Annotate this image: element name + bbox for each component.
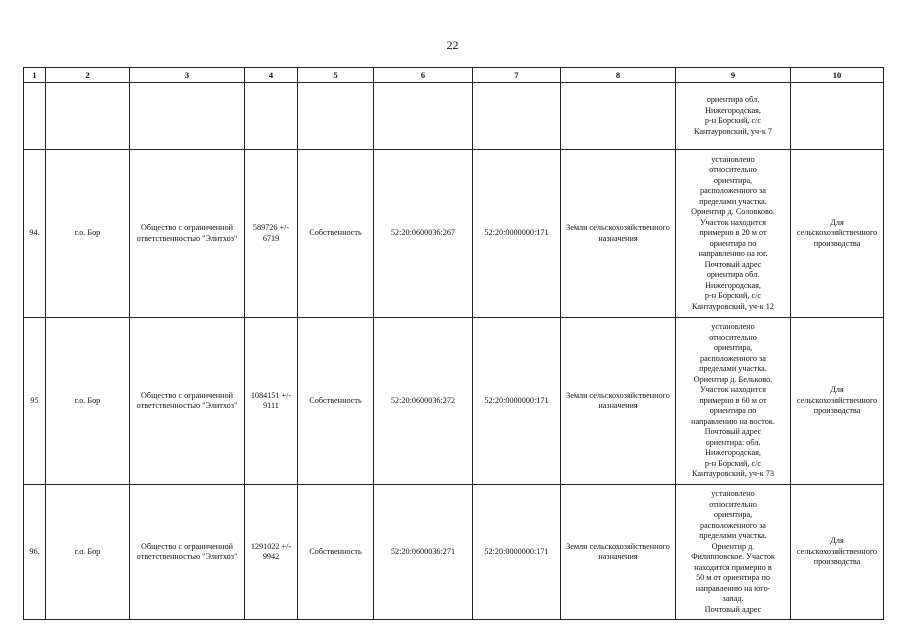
col-header-1: 1 bbox=[24, 68, 46, 83]
municipality-cell: г.о. Бор bbox=[46, 485, 130, 620]
cadastral-number-cell: 52:20:0600036:272 bbox=[374, 318, 473, 485]
area-cell: 1084151 +/- 9111 bbox=[245, 318, 298, 485]
permitted-use-cell: Для сельскохозяйственного производства bbox=[791, 485, 884, 620]
location-line: ориентира, bbox=[713, 175, 753, 185]
location-line: ориентира по bbox=[709, 238, 757, 248]
right-type-cell: Собственность bbox=[298, 318, 374, 485]
location-line: Участок находится bbox=[699, 385, 767, 395]
location-line: установлено bbox=[711, 489, 755, 498]
land-category-cell: Земли сельскохозяйственного назначения bbox=[561, 150, 676, 318]
location-line: р-н Борский, с/с bbox=[704, 291, 762, 301]
col-header-5: 5 bbox=[298, 68, 374, 83]
location-line: ориентира обл. bbox=[706, 270, 760, 280]
location-line: Почтовый адрес bbox=[704, 427, 762, 437]
page-number: 22 bbox=[446, 38, 459, 52]
location-line: запад. bbox=[722, 594, 744, 603]
cadastral-number-cell: 52:20:0600036:271 bbox=[374, 485, 473, 620]
cadastral-number-cell: 52:20:0600036:267 bbox=[374, 150, 473, 318]
location-line: расположенного за bbox=[700, 520, 766, 530]
municipality-cell: г.о. Бор bbox=[46, 318, 130, 485]
location-line: Ориентир д. Бельково. bbox=[693, 374, 773, 384]
location-line: пределами участка. bbox=[699, 364, 767, 374]
row-number-cell: 94. bbox=[24, 150, 46, 318]
location-line: установлено bbox=[711, 154, 755, 164]
location-line: Почтовый адрес bbox=[704, 259, 762, 269]
location-line: Кантауровский, уч-к 12 bbox=[692, 301, 774, 311]
location-line: 50 м от ориентира по bbox=[696, 573, 770, 582]
location-line: Ориентир д. Соловково. bbox=[691, 207, 775, 217]
owner-cell: Общество с ограниченной ответственностью "Элитхоз" bbox=[130, 485, 245, 620]
location-line: ориентира по bbox=[709, 406, 757, 416]
table-row bbox=[24, 150, 884, 318]
col-header-9: 9 bbox=[676, 68, 791, 83]
location-line: пределами участка. bbox=[699, 531, 767, 540]
row-number-cell: 96. bbox=[24, 485, 46, 620]
location-line: направлению на восток. bbox=[691, 416, 775, 426]
row-number-cell: 95 bbox=[24, 318, 46, 485]
location-line: установлено bbox=[711, 322, 755, 332]
land-registry-table bbox=[23, 67, 884, 620]
location-description-cell bbox=[676, 485, 791, 620]
parent-cadastral-number-cell: 52:20:0000000:171 bbox=[473, 150, 561, 318]
location-line: ориентира обл. bbox=[706, 95, 760, 104]
location-line: Филипповское. Участок bbox=[691, 552, 775, 561]
location-line: ориентира, bbox=[713, 343, 753, 353]
parent-cadastral-number-cell: 52:20:0000000:171 bbox=[473, 318, 561, 485]
location-line: Участок находится bbox=[699, 217, 767, 227]
location-line: примерно в 60 м от bbox=[699, 395, 767, 405]
col-header-8: 8 bbox=[561, 68, 676, 83]
owner-cell: Общество с ограниченной ответственностью "Элитхоз" bbox=[130, 318, 245, 485]
land-category-cell: Земли сельскохозяйственного назначения bbox=[561, 485, 676, 620]
location-line: относительно bbox=[709, 165, 757, 175]
col-header-2: 2 bbox=[46, 68, 130, 83]
right-type-cell: Собственность bbox=[298, 485, 374, 620]
location-line: Кантауровский, уч-к 7 bbox=[694, 126, 772, 136]
right-type-cell: Собственность bbox=[298, 150, 374, 318]
location-line: относительно bbox=[709, 332, 757, 342]
land-category-cell: Земли сельскохозяйственного назначения bbox=[561, 318, 676, 485]
location-line: Ориентир д. bbox=[711, 541, 755, 551]
location-line: ориентира, bbox=[713, 510, 753, 519]
location-description-cell bbox=[676, 150, 791, 318]
permitted-use-cell: Для сельскохозяйственного производства bbox=[791, 150, 884, 318]
location-line: Нижегородская, bbox=[705, 105, 761, 115]
location-line: расположенного за bbox=[700, 353, 766, 363]
location-line: направлению на юго- bbox=[695, 583, 771, 593]
col-header-7: 7 bbox=[473, 68, 561, 83]
location-line: р-н Борский, с/с bbox=[704, 116, 762, 125]
table-row bbox=[24, 318, 884, 485]
col-header-10: 10 bbox=[791, 68, 884, 83]
location-line: направлению на юг. bbox=[698, 249, 768, 259]
location-description-cell bbox=[676, 318, 791, 485]
col-header-3: 3 bbox=[130, 68, 245, 83]
col-header-6: 6 bbox=[374, 68, 473, 83]
header-row bbox=[24, 68, 884, 83]
owner-cell: Общество с ограниченной ответственностью "Элитхоз" bbox=[130, 150, 245, 318]
location-line: р-н Борский, с/с bbox=[704, 458, 762, 468]
location-description-cell bbox=[676, 83, 791, 150]
location-line: находится примерно в bbox=[694, 562, 772, 572]
location-line: расположенного за bbox=[700, 186, 766, 196]
table-row bbox=[24, 485, 884, 620]
area-cell: 1291022 +/- 9942 bbox=[245, 485, 298, 620]
location-line: относительно bbox=[709, 499, 757, 509]
area-cell: 589726 +/- 6719 bbox=[245, 150, 298, 318]
location-line: Нижегородская, bbox=[705, 448, 761, 458]
municipality-cell: г.о. Бор bbox=[46, 150, 130, 318]
location-line: Нижегородская, bbox=[705, 280, 761, 290]
location-line: Кантауровский, уч-к 73 bbox=[692, 469, 774, 479]
location-line: примерно в 20 м от bbox=[699, 228, 767, 238]
permitted-use-cell: Для сельскохозяйственного производства bbox=[791, 318, 884, 485]
location-line: Почтовый адрес bbox=[704, 604, 762, 614]
col-header-4: 4 bbox=[245, 68, 298, 83]
location-line: пределами участка. bbox=[699, 196, 767, 206]
table-row-continuation bbox=[24, 83, 884, 150]
location-line: ориентира: обл. bbox=[705, 437, 761, 447]
parent-cadastral-number-cell: 52:20:0000000:171 bbox=[473, 485, 561, 620]
